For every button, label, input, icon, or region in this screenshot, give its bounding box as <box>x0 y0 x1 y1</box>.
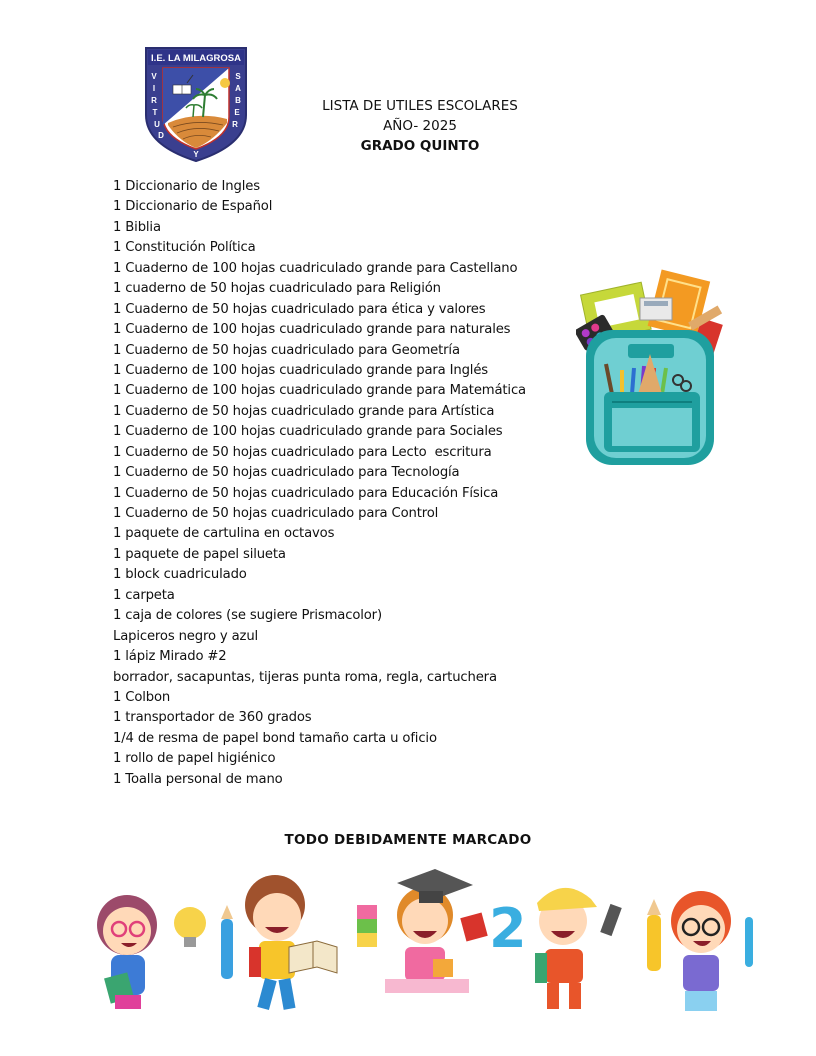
svg-text:S: S <box>235 72 241 81</box>
list-item: 1 Biblia <box>113 219 161 235</box>
list-item: 1 rollo de papel higiénico <box>113 751 276 767</box>
kid-boy-yellow-cap <box>489 888 622 1009</box>
svg-text:B: B <box>235 96 241 105</box>
list-item: 1 Colbon <box>113 689 171 705</box>
list-item: 1 Cuaderno de 50 hojas cuadriculado para Geometría <box>113 342 460 358</box>
kid-girl-glasses <box>97 895 233 1009</box>
svg-text:V: V <box>151 72 157 81</box>
svg-text:R: R <box>232 120 238 129</box>
list-item: 1 Cuaderno de 50 hojas cuadriculado para ética y valores <box>113 301 486 317</box>
list-item: 1 Diccionario de Español <box>113 199 273 215</box>
school-year: AÑO- 2025 <box>383 118 457 134</box>
svg-text:R: R <box>151 96 157 105</box>
svg-text:D: D <box>158 131 164 140</box>
list-item: 1 Cuaderno de 50 hojas cuadriculado para Control <box>113 506 439 521</box>
list-item: 1 carpeta <box>113 587 175 603</box>
svg-text:2: 2 <box>489 897 527 960</box>
school-crest-logo <box>143 45 249 163</box>
list-item: Lapiceros negro y azul <box>113 628 259 644</box>
svg-text:T: T <box>152 108 158 117</box>
list-item: 1 Diccionario de Ingles <box>113 179 260 194</box>
list-item: 1 Cuaderno de 100 hojas cuadriculado grande para naturales <box>113 322 511 338</box>
svg-text:A: A <box>235 84 241 93</box>
footer-note: TODO DEBIDAMENTE MARCADO <box>284 832 532 848</box>
kid-boy-glasses <box>647 891 753 1011</box>
backpack-illustration <box>576 268 728 468</box>
list-item: 1 Cuaderno de 100 hojas cuadriculado grande para Inglés <box>113 362 488 378</box>
kids-illustration <box>85 855 765 1020</box>
document-header <box>270 96 570 156</box>
svg-text:I: I <box>152 84 156 93</box>
list-item: 1 Constitución Política <box>113 240 256 256</box>
list-item: 1 Toalla personal de mano <box>113 771 283 787</box>
list-item: borrador, sacapuntas, tijeras punta roma, regla, cartuchera <box>113 669 497 685</box>
list-item: 1 paquete de cartulina en octavos <box>113 526 335 542</box>
list-item: 1 Cuaderno de 50 hojas cuadriculado para Lecto escritura <box>113 444 492 460</box>
list-item: 1 cuaderno de 50 hojas cuadriculado para Religión <box>113 281 441 297</box>
list-item: 1 Cuaderno de 100 hojas cuadriculado grande para Matemática <box>113 383 526 399</box>
list-item: 1 Cuaderno de 50 hojas cuadriculado grande para Artística <box>113 403 495 419</box>
list-item: 1 transportador de 360 grados <box>113 710 312 726</box>
list-item: 1 Cuaderno de 50 hojas cuadriculado para Tecnología <box>113 465 460 481</box>
list-item: 1 Cuaderno de 50 hojas cuadriculado para Educación Física <box>113 485 499 501</box>
svg-text:U: U <box>154 120 160 129</box>
svg-text:E: E <box>234 108 240 117</box>
list-item: 1 caja de colores (se sugiere Prismacolor) <box>113 608 382 624</box>
kid-girl-graduation-cap <box>357 869 488 993</box>
list-item: 1 Cuaderno de 100 hojas cuadriculado grande para Castellano <box>113 260 518 276</box>
list-item: 1 Cuaderno de 100 hojas cuadriculado grande para Sociales <box>113 424 503 440</box>
kid-boy-book <box>245 875 337 1010</box>
list-title: LISTA DE UTILES ESCOLARES <box>322 98 518 114</box>
grade-label: GRADO QUINTO <box>360 138 480 154</box>
list-item: 1 paquete de papel silueta <box>113 546 286 562</box>
list-item: 1 lápiz Mirado #2 <box>113 649 227 665</box>
svg-text:Y: Y <box>193 150 199 159</box>
list-item: 1 block cuadriculado <box>113 567 247 583</box>
list-item: 1/4 de resma de papel bond tamaño carta u oficio <box>113 730 437 746</box>
svg-text:I.E. LA MILAGROSA: I.E. LA MILAGROSA <box>151 53 241 64</box>
supply-list <box>113 177 526 790</box>
